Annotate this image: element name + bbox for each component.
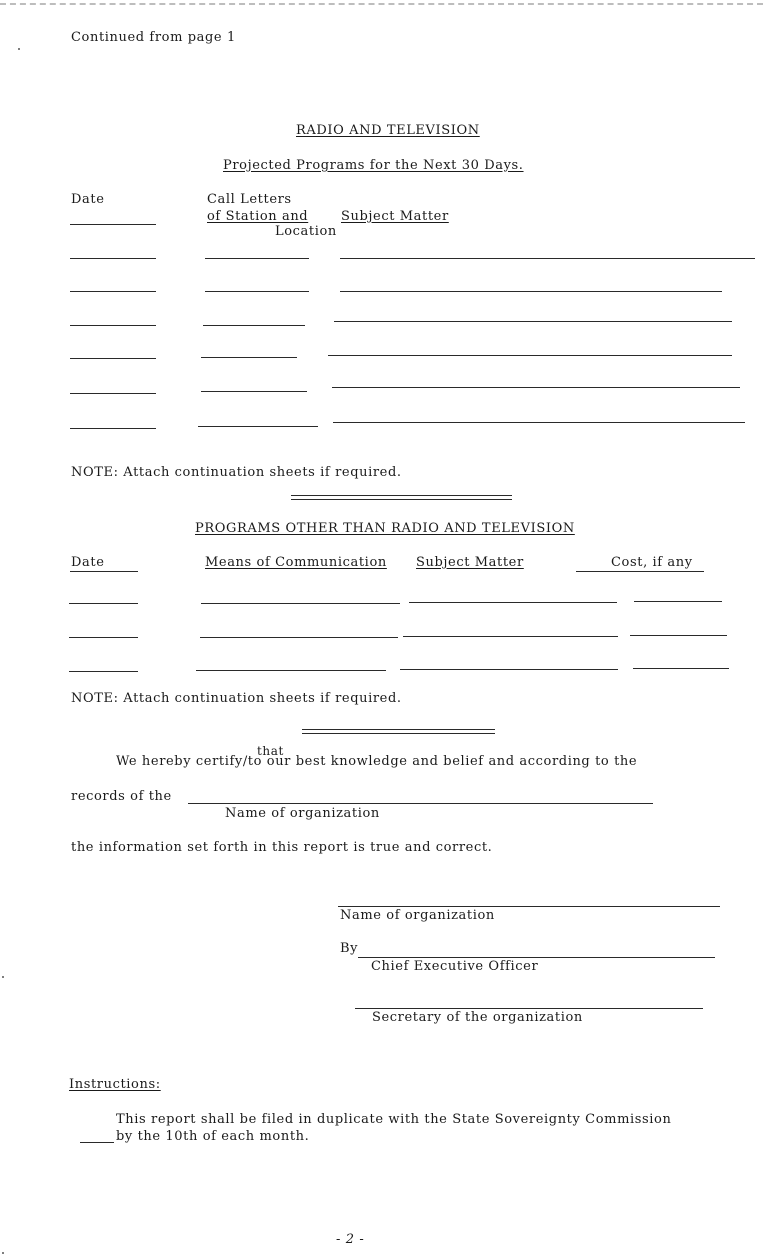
date-header-rule xyxy=(70,224,156,225)
instructions-line-1: This report shall be filed in duplicate with the State Sovereignty Commission xyxy=(116,1112,672,1127)
entry-station-line[interactable] xyxy=(201,391,307,392)
entry-date-line[interactable] xyxy=(70,258,156,259)
entry-subject-line[interactable] xyxy=(340,291,722,292)
signature-ceo-line[interactable] xyxy=(358,957,715,958)
signature-ceo-label: Chief Executive Officer xyxy=(371,959,539,974)
section-divider-top xyxy=(291,495,512,496)
signature-secretary-label: Secretary of the organization xyxy=(372,1010,583,1025)
signature-org-label: Name of organization xyxy=(340,908,495,923)
scan-speck xyxy=(2,1252,4,1254)
other-programs-note: NOTE: Attach continuation sheets if required. xyxy=(71,691,402,706)
other-entry-subject-line[interactable] xyxy=(400,669,618,670)
other-entry-date-line[interactable] xyxy=(69,671,138,672)
column-header-date: Date xyxy=(71,192,105,207)
other-entry-date-line[interactable] xyxy=(69,637,138,638)
column-header-subject: Subject Matter xyxy=(341,209,449,224)
entry-subject-line[interactable] xyxy=(333,422,745,423)
column-header-call-letters: Call Letters xyxy=(207,192,292,207)
page-number: - 2 - xyxy=(336,1232,365,1247)
column-header-station: of Station and xyxy=(207,209,309,224)
other-entry-cost-line[interactable] xyxy=(630,635,727,636)
instructions-blank-line xyxy=(80,1142,114,1143)
entry-subject-line[interactable] xyxy=(340,258,755,259)
page-top-edge xyxy=(0,3,763,5)
entry-date-line[interactable] xyxy=(70,325,156,326)
continued-note: Continued from page 1 xyxy=(71,30,236,45)
signature-secretary-line[interactable] xyxy=(355,1008,703,1009)
other-entry-date-line[interactable] xyxy=(69,603,138,604)
entry-station-line[interactable] xyxy=(205,258,309,259)
other-column-means: Means of Communication xyxy=(205,555,387,570)
instructions-heading: Instructions: xyxy=(69,1077,161,1092)
other-column-date: Date xyxy=(71,555,105,570)
organization-name-caption: Name of organization xyxy=(225,806,380,821)
radio-tv-title: RADIO AND TELEVISION xyxy=(296,123,480,138)
radio-tv-note: NOTE: Attach continuation sheets if required. xyxy=(71,465,402,480)
entry-subject-line[interactable] xyxy=(328,355,732,356)
other-entry-means-line[interactable] xyxy=(201,603,400,604)
instructions-line-2: by the 10th of each month. xyxy=(116,1129,310,1144)
entry-station-line[interactable] xyxy=(205,291,309,292)
entry-subject-line[interactable] xyxy=(332,387,740,388)
other-entry-means-line[interactable] xyxy=(200,637,398,638)
entry-date-line[interactable] xyxy=(70,291,156,292)
entry-station-line[interactable] xyxy=(198,426,318,427)
section-divider-bottom xyxy=(291,499,512,500)
other-date-header-rule xyxy=(70,571,138,572)
certification-line-1: We hereby certify/to our best knowledge and belief and according to the xyxy=(116,754,638,769)
other-programs-title: PROGRAMS OTHER THAN RADIO AND TELEVISION xyxy=(195,521,575,536)
section-divider-2-top xyxy=(302,729,495,730)
scan-speck xyxy=(2,976,4,978)
signature-org-line[interactable] xyxy=(338,906,720,907)
entry-date-line[interactable] xyxy=(70,428,156,429)
other-entry-subject-line[interactable] xyxy=(409,602,617,603)
radio-tv-subtitle: Projected Programs for the Next 30 Days. xyxy=(223,158,524,173)
other-column-subject: Subject Matter xyxy=(416,555,524,570)
other-entry-cost-line[interactable] xyxy=(634,601,722,602)
other-entry-means-line[interactable] xyxy=(196,670,386,671)
inserted-word-that: that xyxy=(257,744,284,758)
entry-station-line[interactable] xyxy=(203,325,305,326)
entry-date-line[interactable] xyxy=(70,393,156,394)
other-entry-subject-line[interactable] xyxy=(403,636,618,637)
entry-date-line[interactable] xyxy=(70,358,156,359)
certification-line-3: the information set forth in this report is true and correct. xyxy=(71,840,493,855)
organization-name-line[interactable] xyxy=(188,803,653,804)
entry-station-line[interactable] xyxy=(201,357,297,358)
entry-subject-line[interactable] xyxy=(334,321,732,322)
section-divider-2-bottom xyxy=(302,733,495,734)
other-cost-header-rule xyxy=(576,571,704,572)
column-header-location: Location xyxy=(275,224,337,239)
scan-speck xyxy=(18,48,20,50)
signature-by-label: By xyxy=(340,941,359,956)
other-column-cost: Cost, if any xyxy=(611,555,693,570)
other-entry-cost-line[interactable] xyxy=(633,668,729,669)
records-of-label: records of the xyxy=(71,789,172,804)
